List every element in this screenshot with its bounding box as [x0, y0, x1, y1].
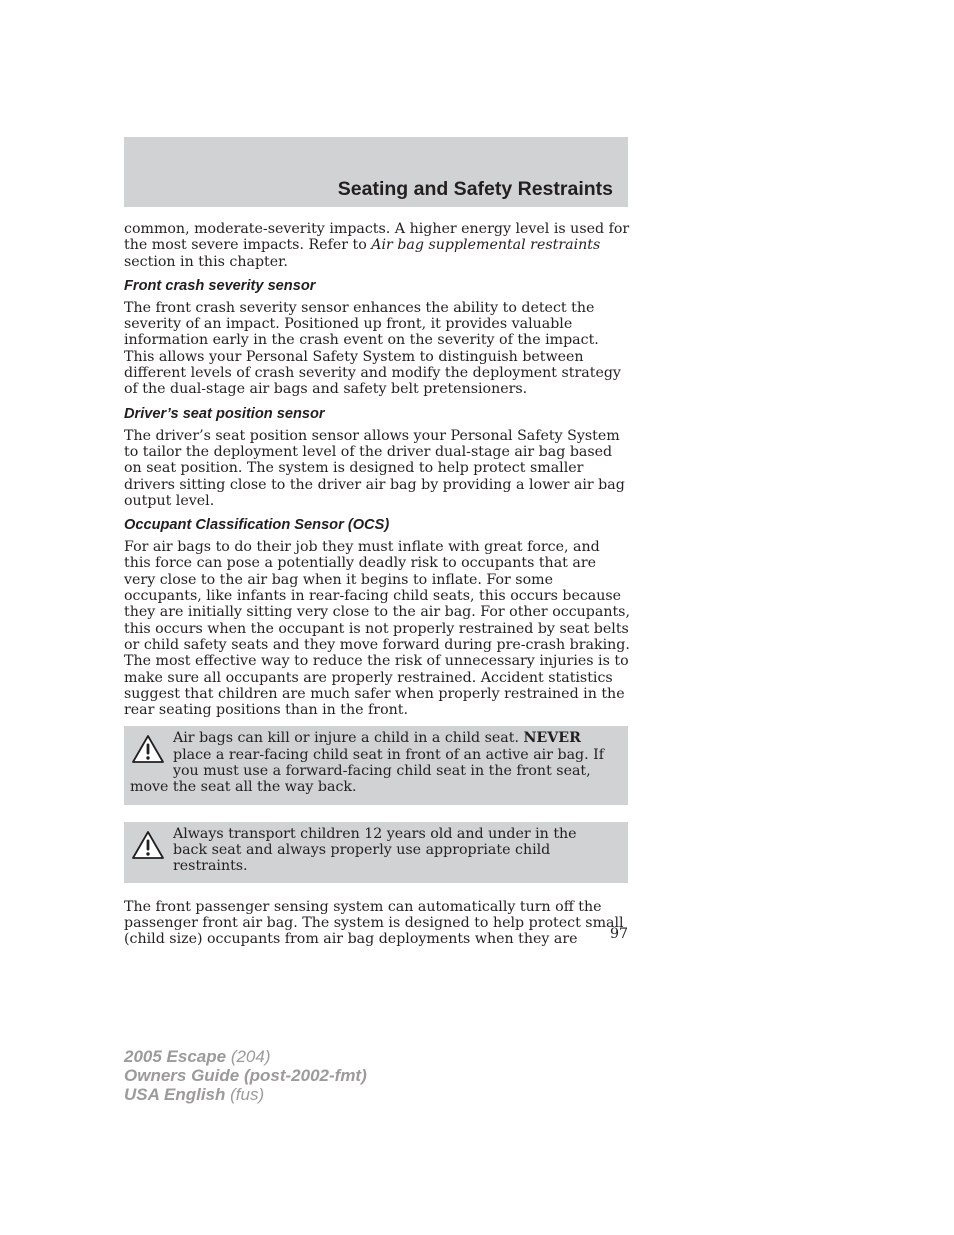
paragraph-drivers-seat-sensor: The driver’s seat position sensor allows your Personal Safety System to tailor the deployment level of the driver dual-stage air bag based on seat position. The system is designed to help protect smaller drivers sitting close to the driver air bag by providing a lower air bag output level.: [124, 427, 625, 509]
warning-text-part: Air bags can kill or injure a child in a child seat.: [173, 730, 524, 747]
footer-language-code: (fus): [225, 1085, 265, 1104]
intro-reference: Air bag supplemental restraints: [371, 237, 601, 254]
paragraph-front-crash-sensor: The front crash severity sensor enhances the ability to detect the severity of an impact. Positioned up front, it provides valuable information early in the crash event on the severity of the impact. This allows your Personal Safety System to distinguish between different levels of crash severity and modify the deployment strategy of the dual-stage air bags and safety belt pretensioners.: [124, 299, 621, 398]
document-footer: [124, 1047, 367, 1104]
warning-triangle-icon: [131, 830, 165, 860]
warning-emphasis: NEVER: [523, 730, 581, 747]
heading-front-crash-sensor: Front crash severity sensor: [124, 277, 316, 294]
footer-line-guide: [124, 1066, 367, 1085]
warning-triangle-icon: [131, 734, 165, 764]
page-content: [124, 221, 630, 947]
intro-text-after: section in this chapter.: [124, 253, 288, 270]
intro-text-before: common, moderate-severity impacts. A higher energy level is used for the most severe impacts. Refer to: [124, 221, 630, 254]
footer-model-code: (204): [226, 1047, 271, 1066]
warning-text-child-seat: [130, 730, 614, 795]
section-header-band: [124, 137, 628, 207]
footer-model: 2005 Escape: [124, 1047, 227, 1066]
section-title: Seating and Safety Restraints: [337, 178, 613, 200]
closing-paragraph: The front passenger sensing system can automatically turn off the passenger front air bag. The system is designed to help protect small (child size) occupants from air bag deployments when they are: [124, 898, 624, 948]
footer-language: USA English: [124, 1085, 226, 1104]
warning-text-back-seat: Always transport children 12 years old and under in the back seat and always properly use appropriate child restraints.: [173, 825, 577, 875]
footer-line-language: [124, 1085, 367, 1104]
paragraph-ocs: For air bags to do their job they must inflate with great force, and this force can pose a potentially deadly risk to occupants that are very close to the air bag when it begins to inflate. For some occupants, like infants in rear-facing child seats, this occurs because they are initially sitting very close to the air bag. For other occupants, this occurs when the occupant is not properly restrained by seat belts or child safety seats and they move forward during pre-crash braking. The most effective way to reduce the risk of unnecessary injuries is to make sure all occupants are properly restrained. Accident statistics suggest that children are much safer when properly restrained in the rear seating positions than in the front.: [124, 539, 630, 719]
heading-drivers-seat-sensor: Driver’s seat position sensor: [124, 405, 325, 422]
warning-box-child-seat: [124, 726, 628, 804]
warning-box-back-seat: [124, 822, 628, 883]
heading-ocs: Occupant Classification Sensor (OCS): [124, 517, 390, 534]
page-number: 97: [609, 926, 628, 942]
footer-line-model: [124, 1047, 367, 1066]
intro-paragraph: [124, 221, 630, 270]
footer-guide: Owners Guide (post-2002-fmt): [124, 1066, 367, 1085]
warning-text-part: place a rear-facing child seat in front of an active air bag. If you must use a forward-facing child seat in the front seat, move the seat all the way back.: [130, 746, 604, 796]
